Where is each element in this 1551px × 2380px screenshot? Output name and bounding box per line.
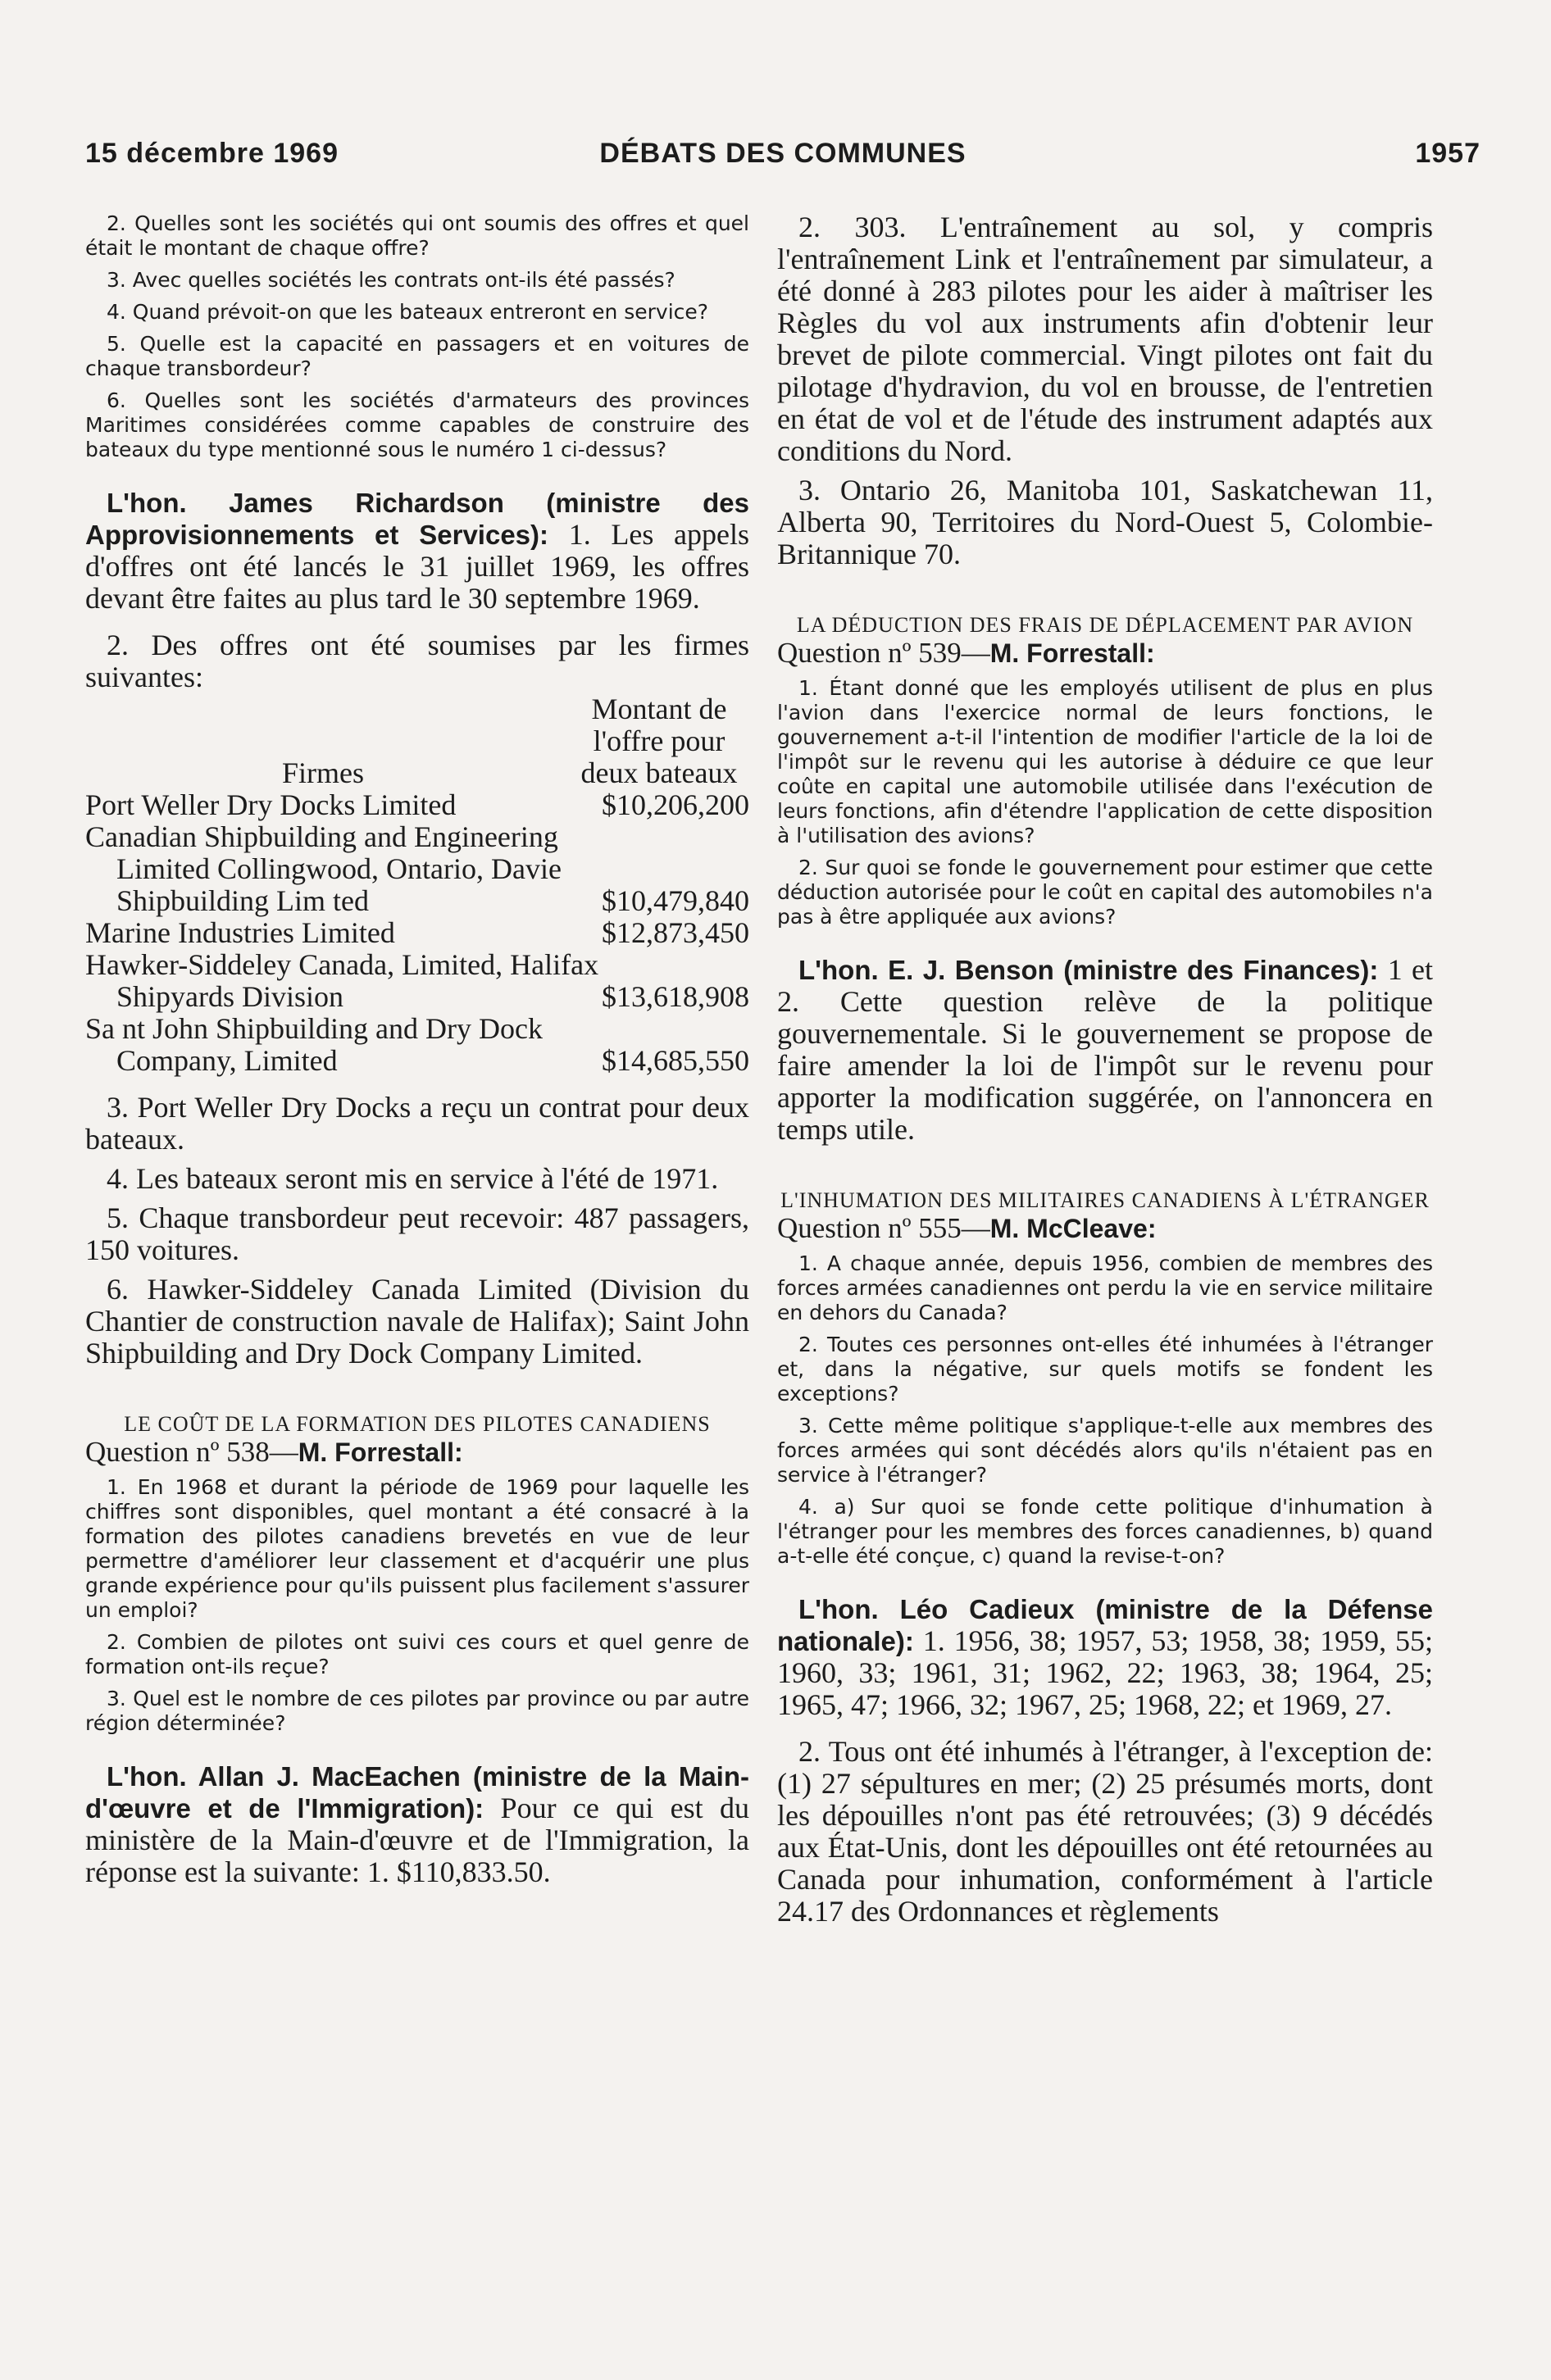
answer-paragraph (777, 1593, 1433, 1721)
question-item: 4. Quand prévoit-on que les bateaux entreront en service? (107, 300, 709, 324)
answer-paragraph: 3. Port Weller Dry Docks a reçu un contrat pour deux bateaux. (85, 1091, 749, 1156)
speaker-name: L'hon. E. J. Benson (ministre des Finances): (798, 955, 1379, 985)
firm-amount: $13,618,908 (602, 980, 749, 1013)
question-label: Question nº 539— (777, 637, 990, 669)
question-item: 3. Quel est le nombre de ces pilotes par province ou par autre région déterminée? (85, 1687, 749, 1735)
answer-text: 1. 1956, 38; 1957, 53; 1958, 38; 1959, 55; 1960, 33; 1961, 31; 1962, 22; 1963, 38; 1964, 25; 1965, 47; 1966, 32; 1967, 25; 1968, 22; et 1969, 27. (777, 1624, 1433, 1721)
question-author: M. McCleave: (989, 1214, 1157, 1243)
firm-amount: $12,873,450 (602, 916, 749, 949)
table-row (85, 1013, 749, 1077)
header-title: DÉBATS DES COMMUNES (599, 138, 967, 169)
question-item: 1. A chaque année, depuis 1956, combien de membres des forces armées canadiennes ont perdu la vie en service militaire en dehors du Canada? (777, 1251, 1433, 1324)
column-header-amount: Montant de l'offre pour deux bateaux (580, 693, 738, 789)
answer-paragraph: 6. Hawker-Siddeley Canada Limited (Division du Chantier de construction navale de Halifax); Saint John Shipbuilding and Dry Dock Company Limited. (85, 1273, 749, 1369)
question-item: 3. Avec quelles sociétés les contrats ont-ils été passés? (107, 268, 675, 292)
table-row (85, 821, 749, 917)
speaker-name: L'hon. Léo Cadieux (ministre de la Défense nationale): (777, 1594, 1433, 1656)
firms-table (85, 693, 749, 1077)
table-row (85, 789, 749, 821)
left-column (85, 211, 749, 1888)
answer-paragraph (85, 1760, 749, 1888)
speaker-name: L'hon. Allan J. MacEachen (ministre de la Main-d'œuvre et de l'Immigration): (85, 1761, 749, 1824)
firm-name: Sa nt John Shipbuilding and Dry Dock Company, Limited (85, 1012, 543, 1077)
section-heading: LA DÉDUCTION DES FRAIS DE DÉPLACEMENT PAR AVION (796, 613, 1414, 637)
question-item: 2. Combien de pilotes ont suivi ces cours et quel genre de formation ont-ils reçue? (85, 1630, 749, 1678)
question-line (85, 1437, 749, 1468)
firms-table-header (85, 693, 749, 789)
answer-paragraph: 5. Chaque transbordeur peut recevoir: 487 passagers, 150 voitures. (85, 1201, 749, 1266)
firm-name: Port Weller Dry Docks Limited (85, 788, 457, 821)
speaker-name: L'hon. James Richardson (ministre des Approvisionnements et Services): (85, 488, 749, 550)
answer-paragraph: 2. Des offres ont été soumises par les firmes suivantes: (85, 629, 749, 693)
question-item: 1. En 1968 et durant la période de 1969 pour laquelle les chiffres sont disponibles, quel montant a été consacré à la formation des pilotes canadiens brevetés en vue de leur permettre d'améliorer leur classement et d'acquérir une plus grande expérience pour qu'ils puissent plus facilement s'assurer un emploi? (85, 1475, 749, 1622)
question-item: 2. Quelles sont les sociétés qui ont soumis des offres et quel était le montant de chaque offre? (85, 211, 749, 260)
answer-paragraph (777, 954, 1433, 1146)
header-page-number: 1957 (1415, 138, 1480, 169)
answer-paragraph: 2. 303. L'entraînement au sol, y compris l'entraînement Link et l'entraînement par simulateur, a été donné à 283 pilotes pour les aider à maîtriser les Règles du vol aux instruments afin d'obtenir leur brevet de pilote commercial. Vingt pilotes ont fait du pilotage d'hydravion, du vol en brousse, de l'entretien en état de vol et de l'étude des instrument adaptés aux conditions du Nord. (777, 211, 1433, 467)
header-date: 15 décembre 1969 (85, 138, 339, 169)
question-author: M. Forrestall: (298, 1438, 463, 1467)
question-label: Question nº 555— (777, 1212, 990, 1244)
answer-text: Pour ce qui est du ministère de la Main-d'œuvre et de l'Immigration, la réponse est la suivante: 1. $110,833.50. (85, 1792, 749, 1888)
answer-paragraph (85, 487, 749, 615)
table-row (85, 949, 749, 1013)
question-item: 2. Toutes ces personnes ont-elles été inhumées à l'étranger et, dans la négative, sur quels motifs se fondent les exceptions? (777, 1333, 1433, 1406)
right-column (777, 211, 1433, 1928)
question-item: 2. Sur quoi se fonde le gouvernement pour estimer que cette déduction autorisée pour le coût en capital des automobiles n'a pas à être appliquée aux avions? (777, 856, 1433, 929)
firm-name: Marine Industries Limited (85, 916, 395, 949)
answer-text: 1. Les appels d'offres ont été lancés le 31 juillet 1969, les offres devant être faites au plus tard le 30 septembre 1969. (85, 518, 749, 615)
question-line (777, 1213, 1433, 1244)
firm-name: Canadian Shipbuilding and Engineering Limited Collingwood, Ontario, Davie Shipbuilding Lim ted (85, 820, 562, 917)
question-item: 3. Cette même politique s'applique-t-elle aux membres des forces armées qui sont décédés alors qu'ils n'étaient pas en service à l'étranger? (777, 1414, 1433, 1487)
firm-amount: $10,479,840 (602, 884, 749, 917)
question-item: 5. Quelle est la capacité en passagers et en voitures de chaque transbordeur? (85, 332, 749, 380)
firm-amount: $10,206,200 (602, 788, 749, 821)
question-author: M. Forrestall: (989, 638, 1155, 668)
firm-amount: $14,685,550 (602, 1044, 749, 1077)
question-line (777, 638, 1433, 669)
column-header-firm: Firmes (282, 756, 365, 789)
answer-paragraph: 2. Tous ont été inhumés à l'étranger, à l'exception de: (1) 27 sépultures en mer; (2) 25 présumés morts, dont les dépouilles n'ont pas été retrouvées; (3) 9 décédés aux État-Unis, dont les dépouilles ont été retournées au Canada pour inhumation, conformément à l'article 24.17 des Ordonnances et règlements (777, 1735, 1433, 1928)
question-item: 6. Quelles sont les sociétés d'armateurs des provinces Maritimes considérées comme capables de construire des bateaux du type mentionné sous le numéro 1 ci-dessus? (85, 388, 749, 461)
answer-paragraph: 3. Ontario 26, Manitoba 101, Saskatchewan 11, Alberta 90, Territoires du Nord-Ouest 5, Colombie-Britannique 70. (777, 474, 1433, 570)
table-row (85, 917, 749, 949)
question-item: 4. a) Sur quoi se fonde cette politique d'inhumation à l'étranger pour les membres des forces canadiennes, b) quand a-t-elle été conçue, c) quand la revise-t-on? (777, 1495, 1433, 1568)
question-item: 1. Étant donné que les employés utilisent de plus en plus l'avion dans l'exercice normal de leurs fonctions, le gouvernement a-t-il l'intention de modifier l'article de la loi de l'impôt sur le revenu qui les autorise à déduire ce que leur coûte en capital une automobile utilisée dans l'exécution de leurs fonctions, afin d'étendre l'application de cette disposition à l'utilisation des avions? (777, 676, 1433, 847)
answer-text: 1 et 2. Cette question relève de la politique gouvernementale. Si le gouvernement se propose de faire amender la loi de l'impôt sur le revenu pour apporter la modification suggérée, on l'annoncera en temps utile. (777, 953, 1433, 1146)
answer-paragraph: 4. Les bateaux seront mis en service à l'été de 1971. (107, 1162, 719, 1195)
section-heading: L'INHUMATION DES MILITAIRES CANADIENS À L'ÉTRANGER (780, 1188, 1430, 1212)
page-header (85, 138, 1480, 179)
firm-name: Hawker-Siddeley Canada, Limited, Halifax Shipyards Division (85, 948, 599, 1013)
question-label: Question nº 538— (85, 1436, 298, 1468)
section-heading: LE COÛT DE LA FORMATION DES PILOTES CANADIENS (124, 1412, 711, 1436)
